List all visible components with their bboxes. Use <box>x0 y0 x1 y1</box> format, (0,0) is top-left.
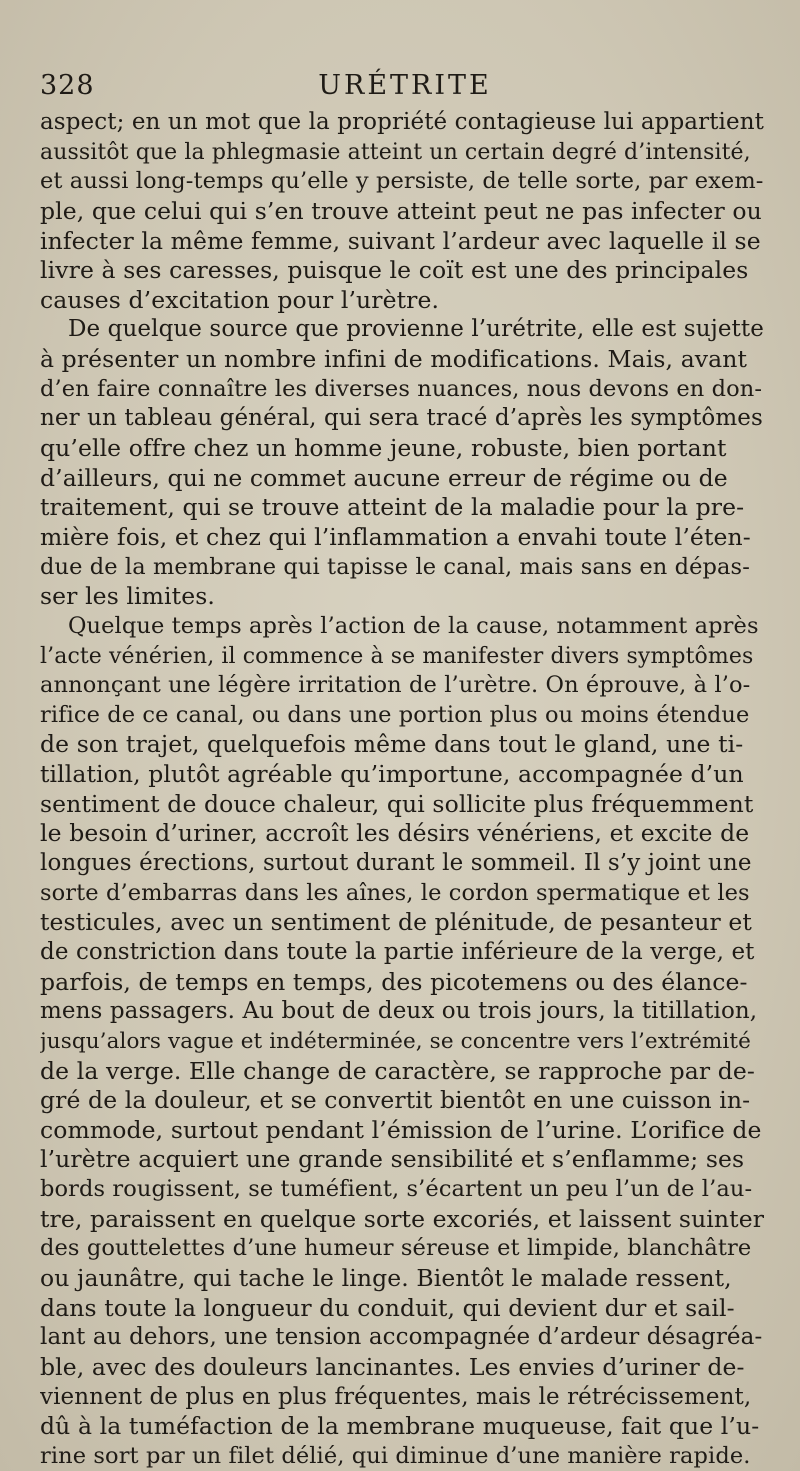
text-line: des gouttelettes d’une humeur séreuse et limpide, blanchâtre <box>40 1235 752 1262</box>
text-line: ser les limites. <box>40 582 215 611</box>
paragraph-start-line: De quelque source que provienne l’urétrite, elle est sujette <box>68 316 764 343</box>
text-line: de son trajet, quelquefois même dans tout le gland, une ti- <box>40 730 744 759</box>
text-line: gré de la douleur, et se convertit bientôt en une cuisson in- <box>40 1086 751 1115</box>
text-line: livre à ses caresses, puisque le coït est une des principales <box>40 256 749 285</box>
text-line: lant au dehors, une tension accompagnée d’ardeur désagréa- <box>40 1324 763 1351</box>
text-line: tillation, plutôt agréable qu’importune, accompagnée d’un <box>40 760 744 789</box>
text-line: due de la membrane qui tapisse le canal, mais sans en dépas- <box>40 553 750 580</box>
text-line: de constriction dans toute la partie inférieure de la verge, et <box>40 938 755 965</box>
text-line: et aussi long-temps qu’elle y persiste, de telle sorte, par exem- <box>40 168 764 195</box>
text-line: ou jaunâtre, qui tache le linge. Bientôt le malade ressent, <box>40 1263 732 1292</box>
text-line: sorte d’embarras dans les aînes, le cordon spermatique et les <box>40 879 750 906</box>
body-text <box>40 108 764 1471</box>
running-head: URÉTRITE <box>318 70 492 101</box>
text-line: à présenter un nombre infini de modifications. Mais, avant <box>40 345 748 374</box>
text-line: d’ailleurs, qui ne commet aucune erreur de régime ou de <box>40 463 728 492</box>
text-line: de la verge. Elle change de caractère, se rapproche par de- <box>40 1056 755 1085</box>
text-line: viennent de plus en plus fréquentes, mais le rétrécissement, <box>40 1383 752 1410</box>
text-line: d’en faire connaître les diverses nuances, nous devons en don- <box>40 375 763 402</box>
text-line: parfois, de temps en temps, des picotemens ou des élance- <box>40 967 748 996</box>
text-line: rine sort par un filet délié, qui diminue d’une manière rapide. <box>40 1442 751 1469</box>
page-number: 328 <box>40 70 95 101</box>
text-line: causes d’excitation pour l’urètre. <box>40 285 440 314</box>
text-line: dû à la tuméfaction de la membrane muqueuse, fait que l’u- <box>40 1412 760 1441</box>
text-line: aspect; en un mot que la propriété contagieuse lui appartient <box>40 109 764 135</box>
text-line: longues érections, surtout durant le sommeil. Il s’y joint une <box>40 850 752 877</box>
text-line: ner un tableau général, qui sera tracé d’après les symptômes <box>40 405 763 432</box>
text-line: dans toute la longueur du conduit, qui devient dur et sail- <box>40 1293 735 1322</box>
text-line: rifice de ce canal, ou dans une portion plus ou moins étendue <box>40 701 750 728</box>
text-line: traitement, qui se trouve atteint de la maladie pour la pre- <box>40 493 745 522</box>
text-line: l’urètre acquiert une grande sensibilité et s’enflamme; ses <box>40 1145 745 1174</box>
text-line: tre, paraissent en quelque sorte excoriés, et laissent suinter <box>40 1204 764 1233</box>
text-line: commode, surtout pendant l’émission de l’urine. L’orifice de <box>40 1115 762 1144</box>
text-line: annonçant une légère irritation de l’urètre. On éprouve, à l’o- <box>40 672 751 699</box>
text-line: infecter la même femme, suivant l’ardeur avec laquelle il se <box>40 226 761 255</box>
text-line: qu’elle offre chez un homme jeune, robuste, bien portant <box>40 434 727 463</box>
text-line: sentiment de douce chaleur, qui sollicite plus fréquemment <box>40 789 754 818</box>
text-line: ble, avec des douleurs lancinantes. Les envies d’uriner de- <box>40 1352 745 1381</box>
text-line: mière fois, et chez qui l’inflammation a envahi toute l’éten- <box>40 522 751 551</box>
text-line: le besoin d’uriner, accroît les désirs vénériens, et excite de <box>40 819 750 848</box>
text-line: mens passagers. Au bout de deux ou trois jours, la titillation, <box>40 998 758 1025</box>
page-header <box>40 70 740 110</box>
text-line: bords rougissent, se tuméfient, s’écartent un peu l’un de l’au- <box>40 1176 753 1203</box>
text-line: jusqu’alors vague et indéterminée, se concentre vers l’extrémité <box>40 1028 751 1054</box>
text-line: aussitôt que la phlegmasie atteint un certain degré d’intensité, <box>40 139 751 165</box>
text-line: ple, que celui qui s’en trouve atteint peut ne pas infecter ou <box>40 196 762 225</box>
text-line: l’acte vénérien, il commence à se manifester divers symptômes <box>40 643 754 669</box>
paragraph-start-line: Quelque temps après l’action de la cause, notamment après <box>68 612 759 639</box>
text-line: testicules, avec un sentiment de plénitude, de pesanteur et <box>40 908 752 937</box>
